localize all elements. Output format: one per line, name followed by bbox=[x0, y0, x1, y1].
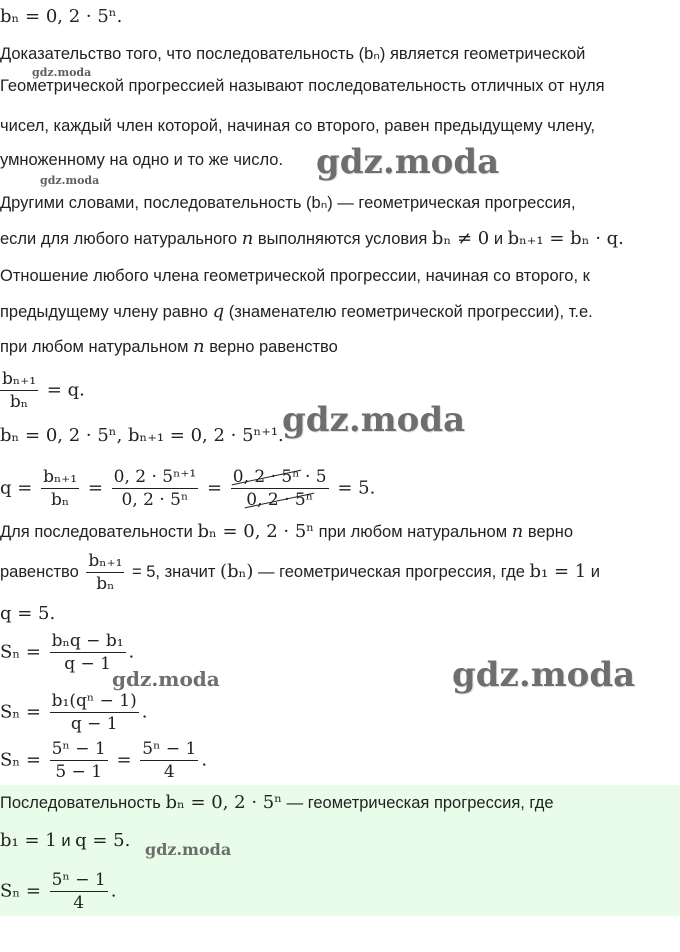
watermark: gdz.moda bbox=[316, 142, 500, 182]
ratio-line-3: при любом натуральном n верно равенство bbox=[0, 336, 338, 357]
conclusion-line-2: равенство $\frac{\text{bₙ₊₁}}{\text{bₙ}}$ = 5, значит (bₙ) — геометрическая прогрессия, где b₁ = 1 и bbox=[0, 551, 601, 595]
proof-heading: Доказательство того, что последовательность (bₙ) является геометрической bbox=[0, 45, 586, 63]
conclusion-line-1: Для последовательности bₙ = 0, 2 · 5ⁿ при любом натуральном n верно bbox=[0, 521, 574, 542]
definition-line-4: Другими словами, последовательность (bₙ) — геометрическая прогрессия, bbox=[0, 194, 576, 212]
terms-formula: bₙ = 0, 2 · 5ⁿ, bₙ₊₁ = 0, 2 · 5ⁿ⁺¹. bbox=[0, 425, 284, 446]
ratio-formula: $\frac{\text{bₙ₊₁}}{\text{bₙ}}$ = q. bbox=[2, 369, 85, 412]
answer-line-1: Последовательность bₙ = 0, 2 · 5ⁿ — геометрическая прогрессия, где bbox=[0, 792, 554, 813]
watermark: gdz.moda bbox=[282, 400, 466, 440]
answer-line-2: b₁ = 1 и q = 5. bbox=[0, 830, 131, 851]
ratio-line-1: Отношение любого члена геометрической прогрессии, начиная со второго, к bbox=[0, 267, 590, 285]
condition-line: если для любого натурального n выполняются условия bₙ ≠ 0 и bₙ₊₁ = bₙ · q. bbox=[0, 228, 624, 249]
definition-line-3: умноженному на одно и то же число. bbox=[0, 151, 284, 169]
definition-line-2: чисел, каждый член которой, начиная со второго, равен предыдущему члену, bbox=[0, 117, 595, 135]
watermark: gdz.moda bbox=[112, 667, 220, 691]
formula-bn: bₙ = 0, 2 · 5ⁿ. bbox=[0, 6, 123, 27]
sum-formula-3: Sₙ = $\frac{\text{5ⁿ − 1}}{5 - 1}$ = $\frac{\text{5ⁿ − 1}}{4}$ . bbox=[0, 739, 208, 782]
sum-formula-1: Sₙ = $\frac{\text{bₙq − b₁}}{q - 1}$ . bbox=[0, 631, 135, 674]
q-value: q = 5. bbox=[0, 603, 56, 624]
watermark: gdz.moda bbox=[452, 655, 636, 695]
sum-formula-2: Sₙ = $\frac{\text{b₁(qⁿ − 1)}}{q - 1}$ . bbox=[0, 691, 148, 734]
answer-sum-formula: Sₙ = $\frac{\text{5ⁿ − 1}}{4}$ . bbox=[0, 870, 117, 913]
watermark: gdz.moda bbox=[40, 174, 100, 187]
definition-line-1: Геометрической прогрессией называют последовательность отличных от нуля bbox=[0, 77, 605, 95]
answer-box bbox=[0, 785, 680, 916]
ratio-line-2: предыдущему члену равно q (знаменателю геометрической прогрессии), т.е. bbox=[0, 301, 593, 322]
watermark: gdz.moda bbox=[145, 840, 232, 859]
watermark: gdz.moda bbox=[32, 66, 92, 79]
q-computation: q = $\frac{\text{bₙ₊₁}}{\text{bₙ}}$ = $\frac{\text{0, 2 · 5ⁿ⁺¹}}{\text{0, 2 · 5ⁿ}}$ = $\frac{\text{0, 2 · 5ⁿ · 5}}{\text{0, 2 · 5ⁿ}}$ = 5. bbox=[0, 467, 376, 510]
